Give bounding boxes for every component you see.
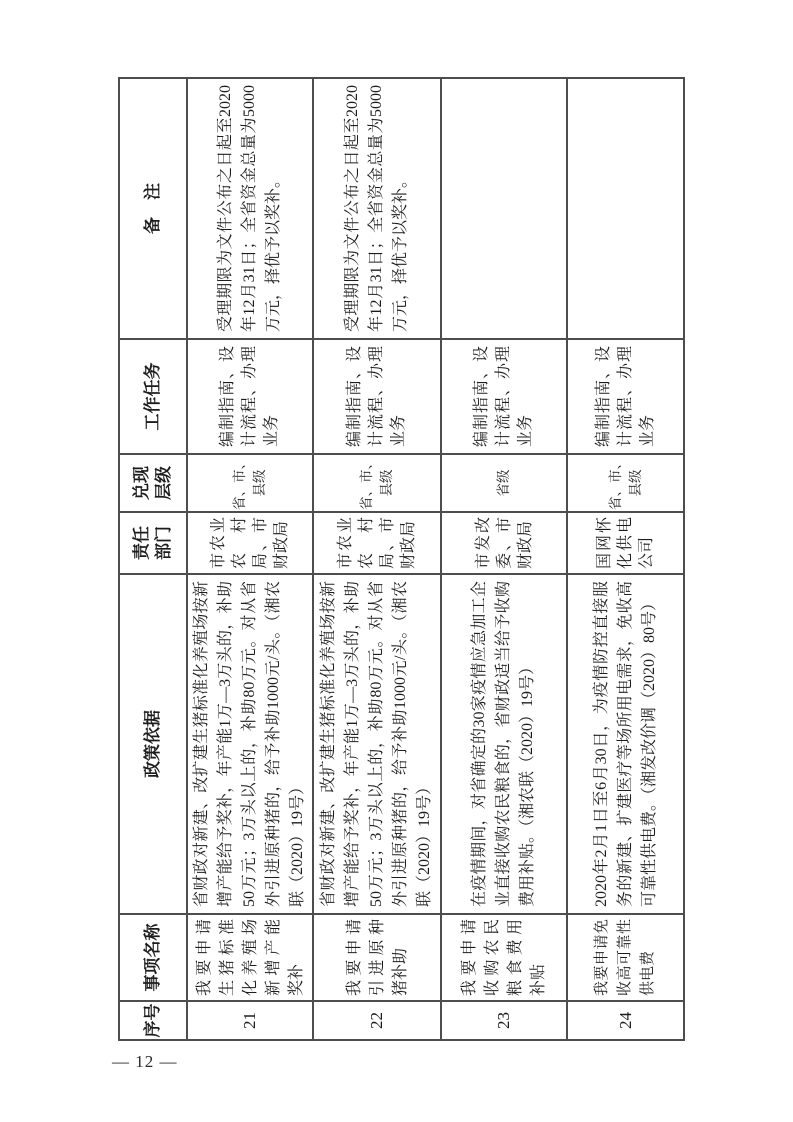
cell-policy-basis: 在疫情期间，对省确定的30家疫情应急加工企业直接收购农民粮食的，省财政适当给予收购费用补贴。（湘农联（2020）19号） bbox=[441, 574, 567, 914]
cell-fulfillment-level: 省级 bbox=[441, 454, 567, 512]
page-number: — 12 — bbox=[112, 1052, 178, 1071]
table-row-23 bbox=[441, 78, 567, 1040]
cell-work-task: 编制指南、设计流程、办理业务 bbox=[313, 339, 441, 454]
cell-serial: 21 bbox=[187, 1001, 313, 1040]
cell-serial: 22 bbox=[313, 1001, 441, 1040]
cell-item-name: 我要申请免收高可靠性供电费 bbox=[567, 914, 684, 1001]
table-row-21 bbox=[187, 78, 313, 1040]
col-header-fulfillment-level: 兑现层级 bbox=[119, 454, 187, 512]
policy-items-table bbox=[118, 77, 685, 1041]
cell-responsible-dept: 市农业农村局、市财政局 bbox=[313, 512, 441, 574]
cell-fulfillment-level: 省、市、县级 bbox=[187, 454, 313, 512]
table-row-24 bbox=[567, 78, 684, 1040]
cell-work-task: 编制指南、设计流程、办理业务 bbox=[441, 339, 567, 454]
cell-remarks bbox=[567, 78, 684, 339]
cell-work-task: 编制指南、设计流程、办理业务 bbox=[567, 339, 684, 454]
cell-responsible-dept: 市农业农村局、市财政局 bbox=[187, 512, 313, 574]
cell-item-name: 我要申请生猪标准化养殖场新增产能奖补 bbox=[187, 914, 313, 1001]
col-header-serial: 序号 bbox=[119, 1001, 187, 1040]
col-header-policy-basis: 政策依据 bbox=[119, 574, 187, 914]
cell-fulfillment-level: 省、市、县级 bbox=[567, 454, 684, 512]
table-row-22 bbox=[313, 78, 441, 1040]
cell-remarks: 受理期限为文件公布之日起至2020年12月31日；全省资金总量为5000万元，择优予以奖补。 bbox=[187, 78, 313, 339]
cell-fulfillment-level: 省、市、县级 bbox=[313, 454, 441, 512]
col-header-work-task: 工作任务 bbox=[119, 339, 187, 454]
cell-responsible-dept: 市发改委、市财政局 bbox=[441, 512, 567, 574]
cell-item-name: 我要申请引进原种猪补助 bbox=[313, 914, 441, 1001]
cell-remarks bbox=[441, 78, 567, 339]
cell-remarks: 受理期限为文件公布之日起至2020年12月31日；全省资金总量为5000万元，择优予以奖补。 bbox=[313, 78, 441, 339]
header-row bbox=[119, 78, 187, 1040]
cell-policy-basis: 2020年2月1日至6月30日，为疫情防控直接服务的新建、扩建医疗等场所用电需求，免收高可靠性供电费。（湘发改价调（2020）80号） bbox=[567, 574, 684, 914]
cell-item-name: 我要申请收购农民粮食费用补贴 bbox=[441, 914, 567, 1001]
col-header-responsible-dept: 责任部门 bbox=[119, 512, 187, 574]
cell-responsible-dept: 国网怀化供电公司 bbox=[567, 512, 684, 574]
col-header-item-name: 事项名称 bbox=[119, 914, 187, 1001]
cell-policy-basis: 省财政对新建、改扩建生猪标准化养殖场按新增产能给予奖补，年产能1万—3万头的，补助50万元；3万头以上的，补助80万元。对从省外引进原种猪的，给予补助1000元/头。（湘农联（2020）19号） bbox=[187, 574, 313, 914]
cell-serial: 23 bbox=[441, 1001, 567, 1040]
cell-work-task: 编制指南、设计流程、办理业务 bbox=[187, 339, 313, 454]
rotated-table-container bbox=[118, 79, 679, 1041]
cell-serial: 24 bbox=[567, 1001, 684, 1040]
cell-policy-basis: 省财政对新建、改扩建生猪标准化养殖场按新增产能给予奖补，年产能1万—3万头的，补助50万元；3万头以上的，补助80万元。对从省外引进原种猪的，给予补助1000元/头。（湘农联（2020）19号） bbox=[313, 574, 441, 914]
col-header-remarks: 备 注 bbox=[119, 78, 187, 339]
